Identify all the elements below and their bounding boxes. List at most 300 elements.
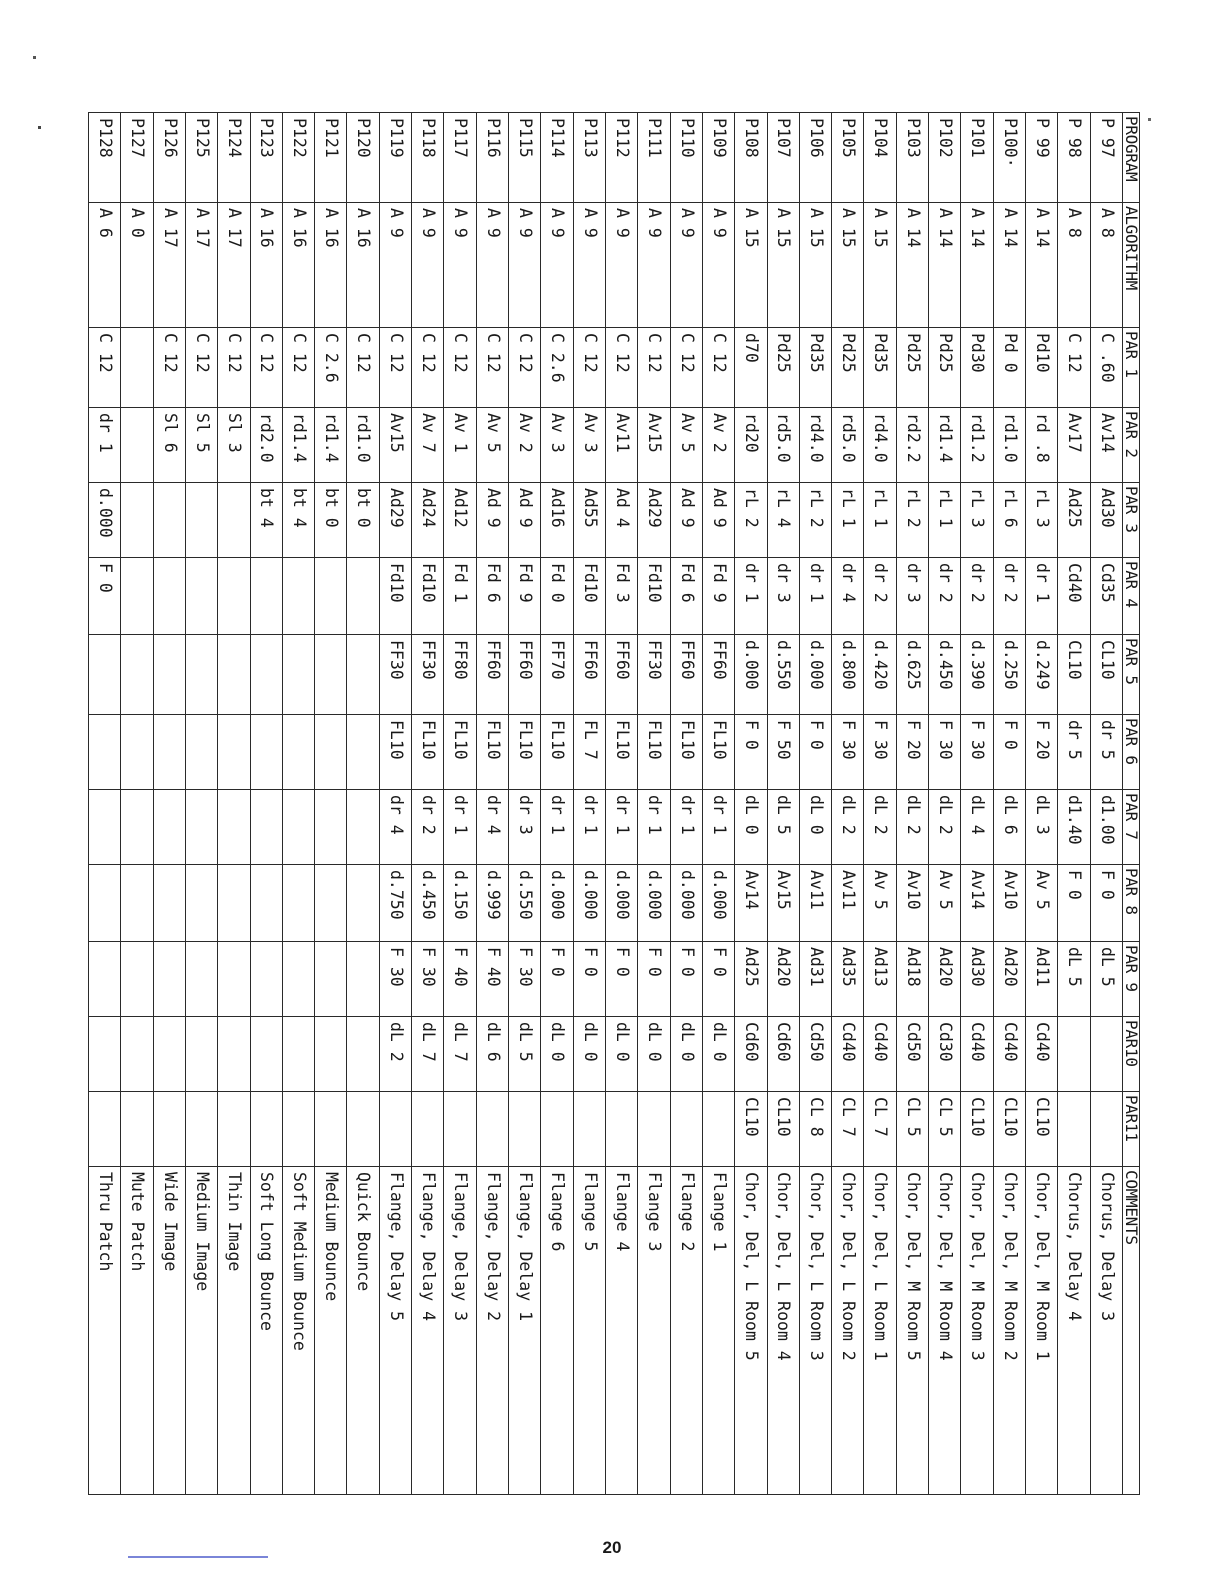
- table-cell: dr 2: [864, 558, 896, 635]
- table-cell: rd1.2: [961, 408, 993, 483]
- table-cell: Av 5: [929, 865, 961, 942]
- table-cell: dL 5: [509, 1017, 541, 1092]
- table-cell: F 0: [702, 942, 734, 1017]
- table-cell: A 9: [444, 203, 476, 328]
- table-cell: C 12: [670, 328, 702, 408]
- table-cell: P117: [444, 113, 476, 203]
- table-cell: dL 6: [993, 790, 1025, 865]
- table-cell: Ad31: [799, 942, 831, 1017]
- table-cell: Cd40: [1026, 1017, 1058, 1092]
- table-cell: Chor, Del, L Room 1: [864, 1167, 896, 1495]
- table-cell: F 30: [929, 715, 961, 790]
- table-cell: Ad25: [1058, 483, 1090, 558]
- table-cell: FL10: [541, 715, 573, 790]
- table-cell: FL10: [379, 715, 411, 790]
- table-cell: Ad11: [1026, 942, 1058, 1017]
- table-cell: A 9: [606, 203, 638, 328]
- table-cell: [153, 1092, 185, 1167]
- table-cell: P120: [347, 113, 379, 203]
- table-row: [541, 113, 573, 1495]
- table-cell: Av11: [832, 865, 864, 942]
- table-cell: F 0: [638, 942, 670, 1017]
- table-cell: Av15: [767, 865, 799, 942]
- table-cell: Fd 3: [606, 558, 638, 635]
- table-cell: Av 2: [509, 408, 541, 483]
- table-cell: A 0: [121, 203, 153, 328]
- table-cell: dr 1: [638, 790, 670, 865]
- table-cell: [185, 942, 217, 1017]
- table-cell: [250, 1017, 282, 1092]
- table-cell: [121, 558, 153, 635]
- table-cell: rd5.0: [832, 408, 864, 483]
- table-cell: P 99: [1026, 113, 1058, 203]
- table-cell: P107: [767, 113, 799, 203]
- table-cell: [89, 790, 121, 865]
- table-cell: Av14: [961, 865, 993, 942]
- table-cell: P121: [315, 113, 347, 203]
- table-cell: Av 5: [670, 408, 702, 483]
- table-cell: C 12: [379, 328, 411, 408]
- table-cell: d.550: [767, 635, 799, 715]
- table-cell: P111: [638, 113, 670, 203]
- table-cell: C 12: [185, 328, 217, 408]
- table-row: [799, 113, 831, 1495]
- table-cell: P116: [476, 113, 508, 203]
- table-cell: [670, 1092, 702, 1167]
- table-row: [767, 113, 799, 1495]
- table-cell: dr 1: [89, 408, 121, 483]
- table-cell: P101: [961, 113, 993, 203]
- table-cell: dL 0: [638, 1017, 670, 1092]
- table-cell: F 30: [961, 715, 993, 790]
- table-cell: Ad12: [444, 483, 476, 558]
- table-cell: P104: [864, 113, 896, 203]
- table-cell: F 0: [993, 715, 1025, 790]
- table-cell: dr 3: [767, 558, 799, 635]
- column-header-program: PROGRAM: [1123, 113, 1140, 203]
- table-cell: F 0: [1058, 865, 1090, 942]
- table-cell: F 0: [799, 715, 831, 790]
- table-cell: [282, 635, 314, 715]
- table-cell: Av 3: [573, 408, 605, 483]
- table-cell: [121, 1017, 153, 1092]
- table-cell: dL 0: [735, 790, 767, 865]
- table-cell: C 12: [89, 328, 121, 408]
- table-cell: [509, 1092, 541, 1167]
- table-cell: Ad25: [735, 942, 767, 1017]
- table-cell: Av14: [1090, 408, 1122, 483]
- table-cell: [315, 558, 347, 635]
- table-cell: Ad13: [864, 942, 896, 1017]
- table-cell: Ad 9: [670, 483, 702, 558]
- table-cell: [121, 715, 153, 790]
- table-cell: Av 5: [476, 408, 508, 483]
- table-cell: d.000: [541, 865, 573, 942]
- table-cell: [476, 1092, 508, 1167]
- table-cell: Fd 9: [509, 558, 541, 635]
- table-cell: rL 1: [929, 483, 961, 558]
- speck-mark: [1148, 118, 1151, 121]
- table-cell: FF30: [412, 635, 444, 715]
- table-row: [250, 113, 282, 1495]
- table-cell: C 12: [282, 328, 314, 408]
- table-cell: [89, 715, 121, 790]
- table-cell: FF70: [541, 635, 573, 715]
- table-row: [1090, 113, 1122, 1495]
- table-cell: A 8: [1090, 203, 1122, 328]
- column-header-par6: PAR 6: [1123, 715, 1140, 790]
- table-cell: [153, 558, 185, 635]
- column-header-par11: PAR11: [1123, 1092, 1140, 1167]
- table-cell: A 9: [379, 203, 411, 328]
- table-cell: [89, 635, 121, 715]
- table-cell: Chor, Del, L Room 2: [832, 1167, 864, 1495]
- table-cell: [606, 1092, 638, 1167]
- table-cell: [282, 790, 314, 865]
- table-cell: d.390: [961, 635, 993, 715]
- table-cell: rL 2: [735, 483, 767, 558]
- table-cell: dL 0: [670, 1017, 702, 1092]
- table-cell: C 12: [412, 328, 444, 408]
- table-cell: P112: [606, 113, 638, 203]
- table-cell: dL 3: [1026, 790, 1058, 865]
- table-cell: [315, 635, 347, 715]
- table-cell: A 15: [799, 203, 831, 328]
- table-cell: d.249: [1026, 635, 1058, 715]
- table-cell: Flange, Delay 1: [509, 1167, 541, 1495]
- table-cell: A 14: [929, 203, 961, 328]
- table-cell: dr 1: [670, 790, 702, 865]
- table-cell: CL10: [1058, 635, 1090, 715]
- table-cell: Flange 4: [606, 1167, 638, 1495]
- table-cell: P 98: [1058, 113, 1090, 203]
- table-cell: Pd25: [767, 328, 799, 408]
- table-cell: Cd40: [832, 1017, 864, 1092]
- table-cell: Ad20: [993, 942, 1025, 1017]
- table-cell: [347, 558, 379, 635]
- rotated-table-container: [88, 112, 1140, 1474]
- table-cell: [121, 790, 153, 865]
- table-cell: P115: [509, 113, 541, 203]
- table-cell: Cd30: [929, 1017, 961, 1092]
- table-row: [896, 113, 928, 1495]
- table-cell: A 8: [1058, 203, 1090, 328]
- table-cell: dr 1: [1026, 558, 1058, 635]
- table-cell: [573, 1092, 605, 1167]
- table-cell: Cd40: [864, 1017, 896, 1092]
- table-cell: Thin Image: [218, 1167, 250, 1495]
- table-cell: C 12: [347, 328, 379, 408]
- table-cell: C 12: [153, 328, 185, 408]
- table-cell: [250, 635, 282, 715]
- table-cell: Cd60: [735, 1017, 767, 1092]
- table-cell: d.999: [476, 865, 508, 942]
- table-cell: CL10: [993, 1092, 1025, 1167]
- program-parameter-table: [88, 112, 1140, 1495]
- table-cell: rd2.0: [250, 408, 282, 483]
- table-cell: A 14: [993, 203, 1025, 328]
- table-cell: P123: [250, 113, 282, 203]
- table-cell: Chor, Del, L Room 4: [767, 1167, 799, 1495]
- table-cell: d.000: [799, 635, 831, 715]
- table-cell: d.450: [412, 865, 444, 942]
- table-cell: [315, 715, 347, 790]
- table-cell: Sl 5: [185, 408, 217, 483]
- table-cell: CL10: [961, 1092, 993, 1167]
- table-cell: F 0: [573, 942, 605, 1017]
- table-cell: FF60: [670, 635, 702, 715]
- table-cell: d.250: [993, 635, 1025, 715]
- table-cell: [1058, 1092, 1090, 1167]
- table-cell: dL 0: [702, 1017, 734, 1092]
- program-table-area: [88, 112, 1140, 1474]
- table-cell: F 0: [89, 558, 121, 635]
- table-cell: Chor, Del, M Room 1: [1026, 1167, 1058, 1495]
- table-cell: [444, 1092, 476, 1167]
- table-cell: rL 4: [767, 483, 799, 558]
- table-cell: C 12: [476, 328, 508, 408]
- table-cell: CL 5: [896, 1092, 928, 1167]
- table-cell: [412, 1092, 444, 1167]
- table-cell: Pd35: [864, 328, 896, 408]
- table-cell: CL 7: [864, 1092, 896, 1167]
- table-cell: Flange 5: [573, 1167, 605, 1495]
- table-cell: Av17: [1058, 408, 1090, 483]
- table-cell: Chor, Del, L Room 5: [735, 1167, 767, 1495]
- table-cell: [282, 715, 314, 790]
- table-cell: CL 5: [929, 1092, 961, 1167]
- table-cell: dL 5: [767, 790, 799, 865]
- table-cell: Ad29: [638, 483, 670, 558]
- table-cell: rd4.0: [864, 408, 896, 483]
- table-cell: d.000: [638, 865, 670, 942]
- table-cell: Ad 9: [476, 483, 508, 558]
- table-cell: Ad29: [379, 483, 411, 558]
- table-cell: F 30: [412, 942, 444, 1017]
- table-cell: [1090, 1092, 1122, 1167]
- table-cell: Av 5: [1026, 865, 1058, 942]
- table-cell: bt 4: [250, 483, 282, 558]
- table-cell: Thru Patch: [89, 1167, 121, 1495]
- speck-mark: [33, 56, 36, 59]
- table-cell: F 30: [832, 715, 864, 790]
- table-cell: A 9: [476, 203, 508, 328]
- table-cell: FL10: [702, 715, 734, 790]
- table-cell: P108: [735, 113, 767, 203]
- table-cell: dr 1: [799, 558, 831, 635]
- table-cell: [315, 865, 347, 942]
- table-row: [379, 113, 411, 1495]
- table-cell: A 9: [670, 203, 702, 328]
- table-cell: bt 0: [315, 483, 347, 558]
- table-cell: F 30: [864, 715, 896, 790]
- table-cell: FF60: [573, 635, 605, 715]
- table-cell: FF60: [509, 635, 541, 715]
- table-cell: C .60: [1090, 328, 1122, 408]
- table-cell: [282, 865, 314, 942]
- table-cell: [282, 1092, 314, 1167]
- table-cell: [250, 865, 282, 942]
- table-cell: Cd40: [961, 1017, 993, 1092]
- table-cell: Av 3: [541, 408, 573, 483]
- table-cell: Flange, Delay 4: [412, 1167, 444, 1495]
- table-cell: dL 0: [606, 1017, 638, 1092]
- table-cell: [121, 635, 153, 715]
- table-cell: Sl 6: [153, 408, 185, 483]
- table-cell: Flange, Delay 2: [476, 1167, 508, 1495]
- table-cell: Fd10: [638, 558, 670, 635]
- table-cell: d.450: [929, 635, 961, 715]
- table-cell: A 9: [541, 203, 573, 328]
- table-cell: d.800: [832, 635, 864, 715]
- table-cell: dr 4: [379, 790, 411, 865]
- table-cell: A 9: [412, 203, 444, 328]
- table-cell: dL 7: [444, 1017, 476, 1092]
- table-cell: Av 1: [444, 408, 476, 483]
- table-cell: Av10: [896, 865, 928, 942]
- table-cell: P128: [89, 113, 121, 203]
- table-cell: [89, 865, 121, 942]
- table-cell: Medium Bounce: [315, 1167, 347, 1495]
- table-row: [702, 113, 734, 1495]
- footer-rule: [128, 1556, 268, 1558]
- table-cell: C 12: [1058, 328, 1090, 408]
- table-cell: A 17: [185, 203, 217, 328]
- table-cell: F 30: [509, 942, 541, 1017]
- table-row: [153, 113, 185, 1495]
- table-cell: A 16: [347, 203, 379, 328]
- column-header-par10: PAR10: [1123, 1017, 1140, 1092]
- column-header-par8: PAR 8: [1123, 865, 1140, 942]
- table-cell: Pd25: [832, 328, 864, 408]
- table-cell: dr 1: [606, 790, 638, 865]
- table-cell: rL 2: [896, 483, 928, 558]
- table-cell: A 15: [767, 203, 799, 328]
- table-cell: [282, 942, 314, 1017]
- table-cell: C 12: [509, 328, 541, 408]
- table-cell: C 12: [250, 328, 282, 408]
- table-cell: rL 1: [832, 483, 864, 558]
- table-cell: [153, 483, 185, 558]
- table-cell: Ad 4: [606, 483, 638, 558]
- table-cell: [185, 715, 217, 790]
- table-cell: FL10: [606, 715, 638, 790]
- table-cell: [282, 558, 314, 635]
- table-cell: Mute Patch: [121, 1167, 153, 1495]
- table-cell: [121, 328, 153, 408]
- table-cell: [121, 942, 153, 1017]
- table-cell: Chor, Del, M Room 4: [929, 1167, 961, 1495]
- table-cell: F 0: [670, 942, 702, 1017]
- table-cell: rd .8: [1026, 408, 1058, 483]
- table-cell: [218, 790, 250, 865]
- table-cell: [89, 1092, 121, 1167]
- table-cell: Ad 9: [702, 483, 734, 558]
- table-cell: Ad18: [896, 942, 928, 1017]
- table-cell: [218, 1092, 250, 1167]
- table-cell: Av15: [379, 408, 411, 483]
- table-cell: Fd 6: [476, 558, 508, 635]
- table-cell: [89, 942, 121, 1017]
- table-cell: P125: [185, 113, 217, 203]
- table-cell: FF30: [638, 635, 670, 715]
- column-header-par1: PAR 1: [1123, 328, 1140, 408]
- table-cell: dL 5: [1090, 942, 1122, 1017]
- table-cell: [218, 635, 250, 715]
- table-cell: Fd10: [379, 558, 411, 635]
- table-cell: Flange 1: [702, 1167, 734, 1495]
- table-cell: P114: [541, 113, 573, 203]
- table-cell: rd20: [735, 408, 767, 483]
- table-cell: dr 1: [702, 790, 734, 865]
- table-cell: C 2.6: [315, 328, 347, 408]
- table-cell: [153, 715, 185, 790]
- table-cell: Fd 1: [444, 558, 476, 635]
- table-cell: Chorus, Delay 3: [1090, 1167, 1122, 1495]
- table-cell: FL10: [670, 715, 702, 790]
- table-cell: [153, 635, 185, 715]
- table-cell: CL 7: [832, 1092, 864, 1167]
- table-cell: Chorus, Delay 4: [1058, 1167, 1090, 1495]
- table-cell: dr 4: [832, 558, 864, 635]
- page-number: 20: [602, 1538, 622, 1557]
- table-cell: Fd 9: [702, 558, 734, 635]
- table-row: [121, 113, 153, 1495]
- table-cell: [347, 1092, 379, 1167]
- table-cell: [218, 558, 250, 635]
- table-cell: [347, 865, 379, 942]
- column-header-par3: PAR 3: [1123, 483, 1140, 558]
- table-cell: FL 7: [573, 715, 605, 790]
- table-cell: dL 4: [961, 790, 993, 865]
- table-cell: rL 6: [993, 483, 1025, 558]
- table-cell: rd1.4: [315, 408, 347, 483]
- table-cell: Ad24: [412, 483, 444, 558]
- table-cell: P109: [702, 113, 734, 203]
- table-cell: FL10: [412, 715, 444, 790]
- table-cell: Ad20: [767, 942, 799, 1017]
- table-cell: Pd 0: [993, 328, 1025, 408]
- table-cell: FL10: [444, 715, 476, 790]
- table-cell: A 14: [896, 203, 928, 328]
- table-cell: [250, 790, 282, 865]
- table-cell: CL10: [767, 1092, 799, 1167]
- table-cell: Ad55: [573, 483, 605, 558]
- table-cell: P124: [218, 113, 250, 203]
- table-cell: [121, 483, 153, 558]
- table-row: [961, 113, 993, 1495]
- table-cell: [218, 865, 250, 942]
- column-header-par2: PAR 2: [1123, 408, 1140, 483]
- table-cell: Quick Bounce: [347, 1167, 379, 1495]
- table-cell: C 12: [606, 328, 638, 408]
- table-cell: dr 1: [444, 790, 476, 865]
- table-row: [412, 113, 444, 1495]
- table-cell: dL 2: [832, 790, 864, 865]
- table-cell: Cd40: [993, 1017, 1025, 1092]
- table-cell: [185, 558, 217, 635]
- table-cell: F 40: [476, 942, 508, 1017]
- column-header-par5: PAR 5: [1123, 635, 1140, 715]
- table-cell: d.420: [864, 635, 896, 715]
- table-cell: [347, 942, 379, 1017]
- table-cell: [1058, 1017, 1090, 1092]
- table-cell: [185, 635, 217, 715]
- table-cell: P119: [379, 113, 411, 203]
- table-cell: d.000: [606, 865, 638, 942]
- table-row: [606, 113, 638, 1495]
- table-cell: Ad16: [541, 483, 573, 558]
